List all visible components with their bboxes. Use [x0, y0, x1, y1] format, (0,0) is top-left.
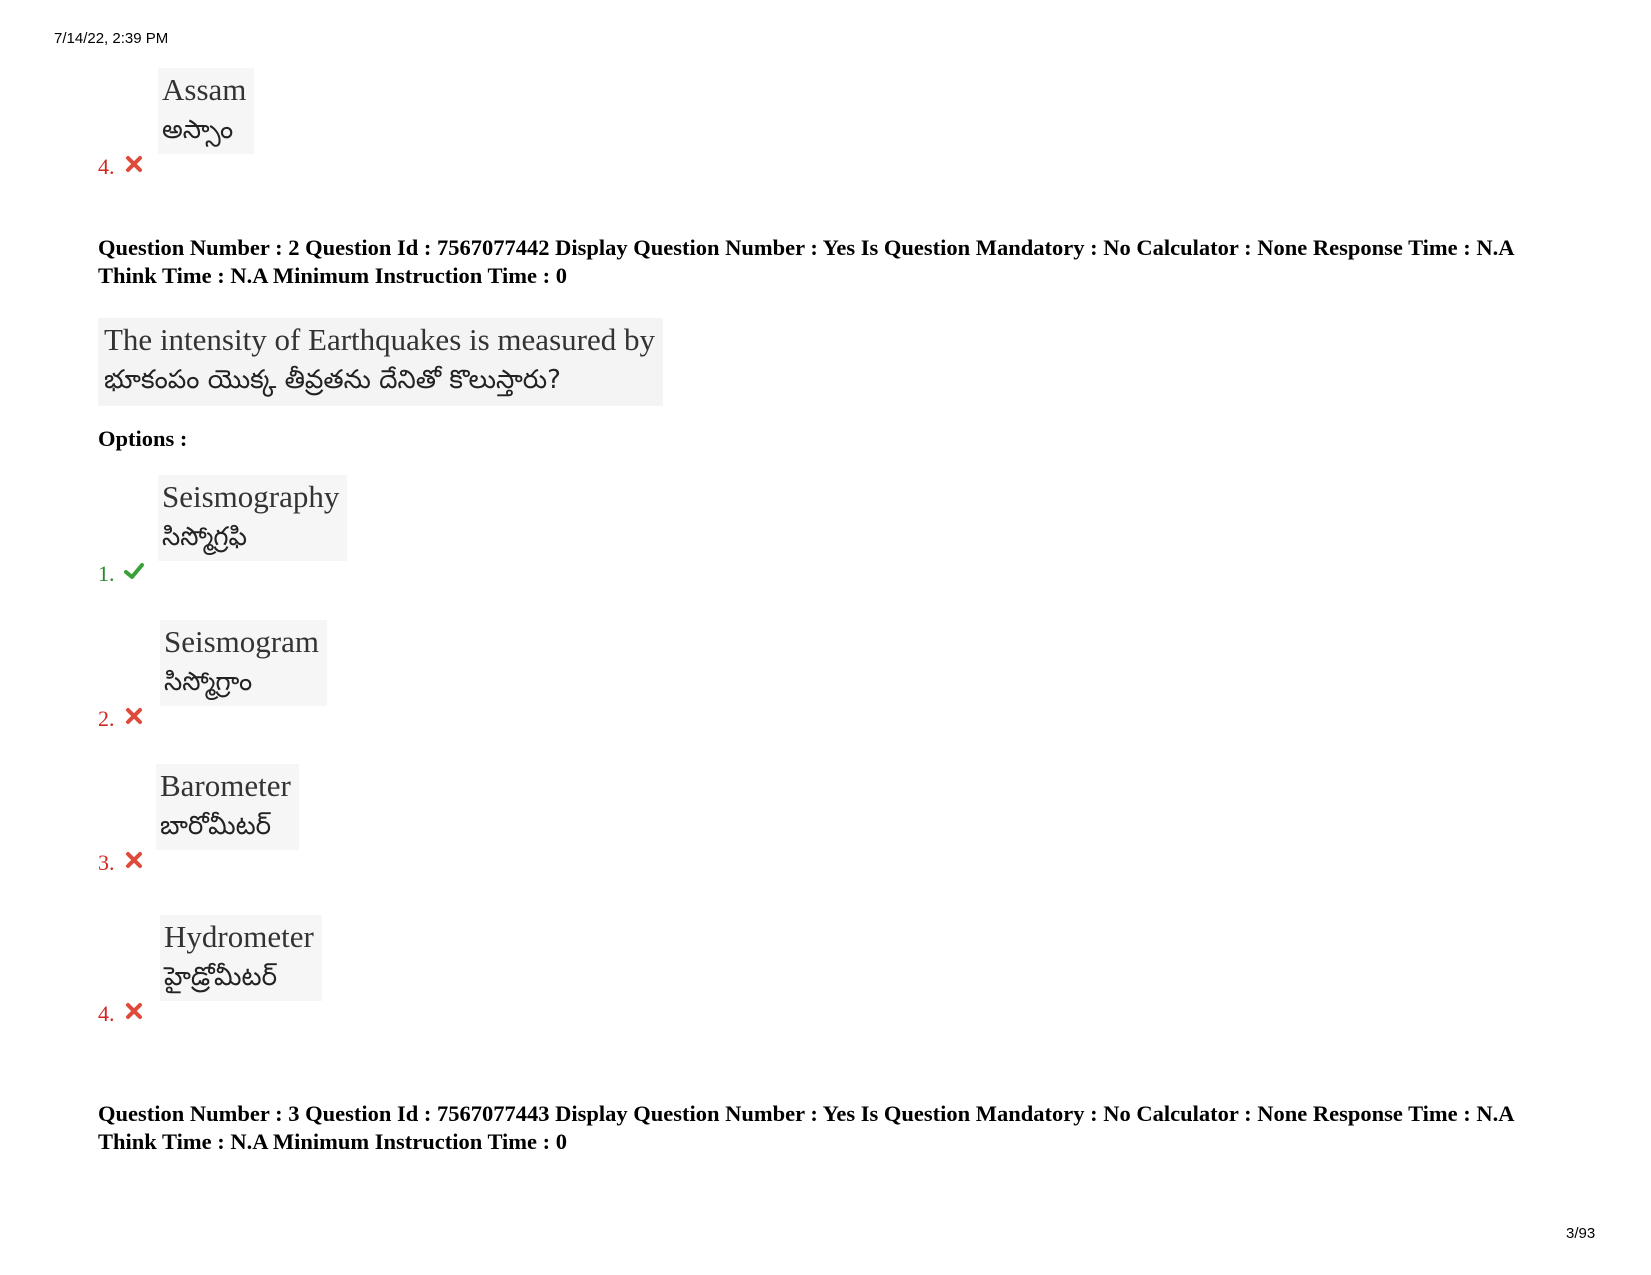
- question-text-te: భూకంపం యొక్క తీవ్రతను దేనితో కొలుస్తారు?: [104, 365, 561, 395]
- question-2-meta: Question Number : 2 Question Id : 7567077442 Display Question Number : Yes Is Question Mandatory : No Calculator : None Response Time : N.A Think Time : N.A Minimum Instruction Time : 0: [98, 235, 1514, 288]
- cross-icon: [124, 706, 144, 726]
- option-number: 1.: [98, 561, 115, 586]
- option-text-te: సిస్మోగ్రఫి: [162, 522, 247, 552]
- option-text-te: అస్సాం: [162, 115, 234, 145]
- option-text-en: Seismography: [162, 479, 340, 514]
- question-2-text-image: [98, 318, 663, 406]
- option-text-en: Hydrometer: [164, 919, 314, 954]
- option-image: [158, 475, 347, 561]
- page-number: 3/93: [1566, 1225, 1596, 1242]
- cross-icon: [124, 154, 144, 174]
- check-icon: [124, 561, 144, 581]
- option-text-en: Seismogram: [164, 624, 319, 659]
- option-image: [158, 68, 254, 154]
- cross-icon: [124, 850, 144, 870]
- option-text-en: Barometer: [160, 768, 291, 803]
- option-4: [98, 915, 498, 1025]
- option-number: 4.: [98, 1001, 115, 1026]
- option-text-te: సిస్మోగ్రాం: [164, 667, 253, 697]
- option-1: [98, 475, 498, 585]
- option-image: [156, 764, 299, 850]
- option-2: [98, 620, 498, 730]
- cross-icon: [124, 1001, 144, 1021]
- option-text-en: Assam: [162, 72, 247, 107]
- option-image: [160, 915, 322, 1001]
- option-number: 2.: [98, 706, 115, 731]
- print-timestamp: 7/14/22, 2:39 PM: [54, 30, 169, 47]
- option-number: 3.: [98, 850, 115, 875]
- option-text-te: బారోమీటర్: [160, 811, 272, 841]
- option-text-te: హైడ్రోమీటర్: [164, 962, 278, 992]
- option-4-prev: [98, 68, 498, 178]
- option-3: [98, 764, 498, 874]
- option-number: 4.: [98, 154, 115, 179]
- question-3-meta: Question Number : 3 Question Id : 7567077443 Display Question Number : Yes Is Question Mandatory : No Calculator : None Response Time : N.A Think Time : N.A Minimum Instruction Time : 0: [98, 1101, 1514, 1154]
- question-text-en: The intensity of Earthquakes is measured by: [104, 322, 655, 357]
- options-label: Options :: [98, 426, 188, 451]
- option-image: [160, 620, 327, 706]
